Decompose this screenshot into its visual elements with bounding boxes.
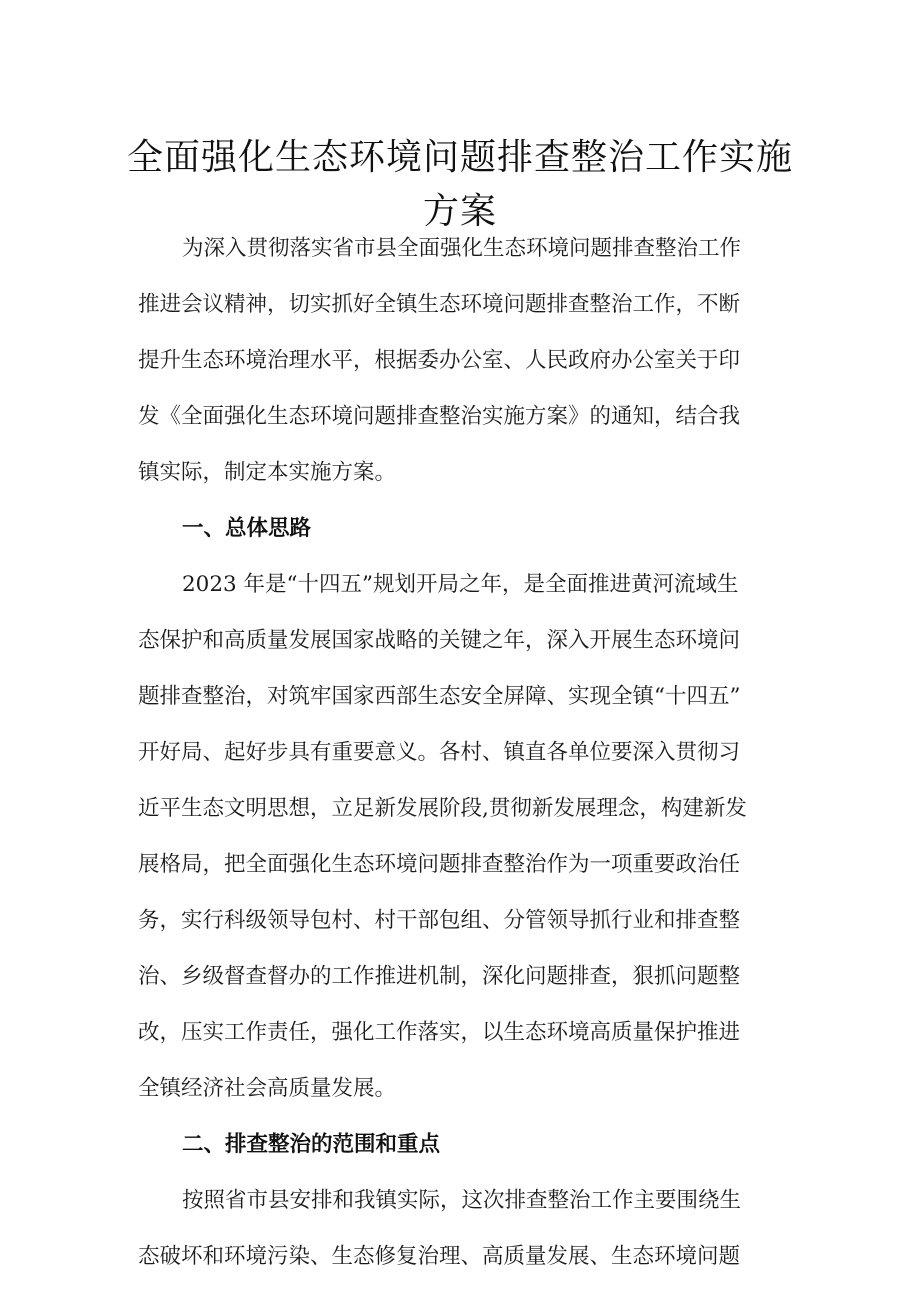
section1-heading: 一、总体思路 bbox=[182, 516, 312, 541]
intro-line: 发《全面强化生态环境问题排查整治实施方案》的通知，结合我 bbox=[138, 404, 741, 429]
intro-line: 为深入贯彻落实省市县全面强化生态环境问题排查整治工作 bbox=[182, 236, 742, 261]
section2-line: 按照省市县安排和我镇实际，这次排查整治工作主要围绕生 bbox=[182, 1188, 742, 1213]
section1-line: 展格局，把全面强化生态环境问题排查整治作为一项重要政治任 bbox=[138, 852, 741, 877]
intro-line: 镇实际，制定本实施方案。 bbox=[138, 460, 397, 485]
document-title-line1: 全面强化生态环境问题排查整治工作实施 bbox=[126, 137, 793, 178]
section1-line: 改，压实工作责任，强化工作落实，以生态环境高质量保护推进 bbox=[138, 1020, 741, 1045]
section1-line: 开好局、起好步具有重要意义。各村、镇直各单位要深入贯彻习 bbox=[138, 740, 741, 765]
section1-line: 治、乡级督查督办的工作推进机制，深化问题排查，狠抓问题整 bbox=[138, 964, 741, 989]
intro-line: 推进会议精神，切实抓好全镇生态环境问题排查整治工作，不断 bbox=[138, 292, 741, 317]
section2-line: 态破坏和环境污染、生态修复治理、高质量发展、生态环境问题 bbox=[138, 1244, 741, 1269]
section1-line: 近平生态文明思想，立足新发展阶段,贯彻新发展理念，构建新发 bbox=[138, 796, 747, 821]
section1-line: 2023 年是“十四五”规划开局之年，是全面推进黄河流域生 bbox=[182, 572, 739, 597]
section1-line: 务，实行科级领导包村、村干部包组、分管领导抓行业和排查整 bbox=[138, 908, 741, 933]
intro-line: 提升生态环境治理水平，根据委办公室、人民政府办公室关于印 bbox=[138, 348, 741, 373]
section1-line: 题排查整治，对筑牢国家西部生态安全屏障、实现全镇“十四五” bbox=[138, 684, 741, 709]
section2-heading: 二、排查整治的范围和重点 bbox=[182, 1132, 441, 1157]
section1-line: 态保护和高质量发展国家战略的关键之年，深入开展生态环境问 bbox=[138, 628, 741, 653]
document-title-line2: 方案 bbox=[422, 191, 497, 232]
section1-line: 全镇经济社会高质量发展。 bbox=[138, 1076, 397, 1101]
